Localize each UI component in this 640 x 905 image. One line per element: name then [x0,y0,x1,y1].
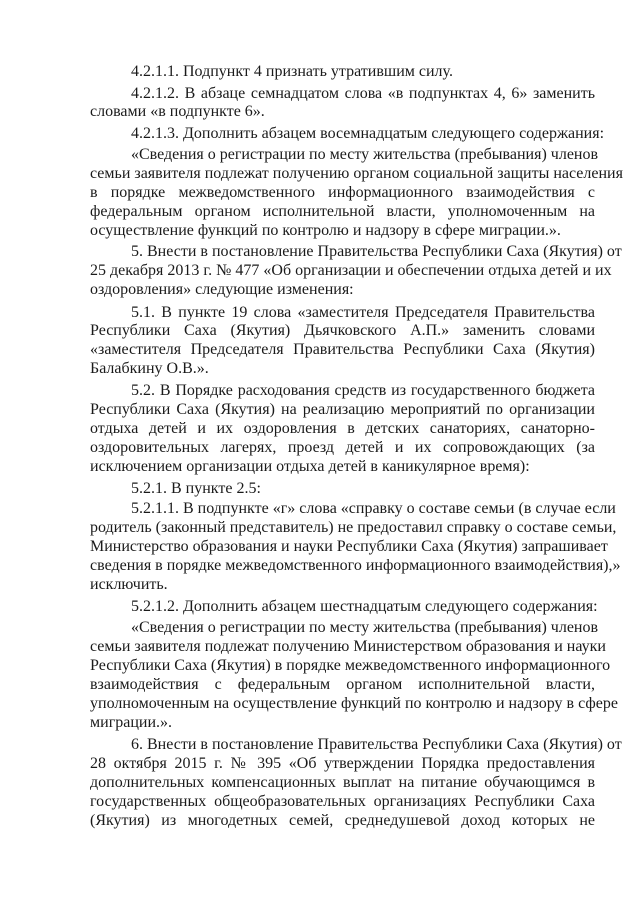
text-line: государственных общеобразовательных организациях Республики Саха [90,793,595,810]
text-line: 5.1. В пункте 19 слова «заместителя Председателя Правительства [131,304,595,321]
text-line: дополнительных компенсационных выплат на питание обучающимся в [90,774,595,791]
text-line: взаимодействия с федеральным органом исполнительной власти, [90,676,595,693]
text-line: исключить. [90,576,168,593]
text-line: сведения в порядке межведомственного информационного взаимодействия),» [90,557,621,574]
text-line: Министерство образования и науки Республики Саха (Якутия) запрашивает [90,538,608,555]
text-line: 25 декабря 2013 г. № 477 «Об организации и обеспечении отдыха детей и их [90,262,612,279]
text-line: отдыха детей и их оздоровления в детских санаториях, санаторно- [90,420,595,437]
text-line: семьи заявителя подлежат получению Министерством образования и науки [90,638,606,655]
text-line: исключением организации отдыха детей в каникулярное время): [90,458,530,475]
text-line: уполномоченным на осуществление функций по контролю и надзору в сфере [90,695,618,712]
text-line: 4.2.1.1. Подпункт 4 признать утратившим силу. [131,63,453,80]
text-line: Балабкину О.В.». [90,360,209,377]
text-line: 5.2.1.2. Дополнить абзацем шестнадцатым следующего содержания: [131,598,598,615]
text-line: оздоровления» следующие изменения: [90,281,354,298]
text-line: федеральным органом исполнительной власти, уполномоченным на [90,203,595,220]
text-line: 28 октября 2015 г. № 395 «Об утверждении Порядка предоставления [90,755,595,772]
text-line: родитель (законный представитель) не предоставил справку о составе семьи, [90,519,617,536]
text-line: 5.2. В Порядке расходования средств из государственного бюджета [131,382,595,399]
text-line: 6. Внести в постановление Правительства Республики Саха (Якутия) от [131,736,622,753]
text-line: «Сведения о регистрации по месту жительства (пребывания) членов [131,146,599,163]
text-line: оздоровительных лагерях, проезд детей и их сопровождающих (за [90,439,595,456]
text-line: «заместителя Председателя Правительства Республики Саха (Якутия) [90,341,595,358]
text-line: словами «в подпункте 6». [90,103,265,120]
text-line: Республики Саха (Якутия) на реализацию мероприятий по организации [90,401,595,418]
text-line: миграции.». [90,714,173,731]
text-line: 4.2.1.2. В абзаце семнадцатом слова «в подпунктах 4, 6» заменить [131,85,595,102]
text-line: Республики Саха (Якутия) в порядке межведомственного информационного [90,657,611,674]
text-line: семьи заявителя подлежат получению органом социальной защиты населения [90,165,623,182]
text-line: в порядке межведомственного информационного взаимодействия с [90,184,595,201]
text-line: (Якутия) из многодетных семей, среднедушевой доход которых не [90,812,595,829]
text-line: «Сведения о регистрации по месту жительства (пребывания) членов [131,619,599,636]
text-line: 5.2.1. В пункте 2.5: [131,480,261,497]
text-line: 4.2.1.3. Дополнить абзацем восемнадцатым следующего содержания: [131,125,605,142]
text-line: Республики Саха (Якутия) Дьячковского А.П.» заменить словами [90,322,595,339]
text-line: осуществление функций по контролю и надзору в сфере миграции.». [90,222,561,239]
text-line: 5. Внести в постановление Правительства Республики Саха (Якутия) от [131,243,622,260]
text-line: 5.2.1.1. В подпункте «г» слова «справку о составе семьи (в случае если [131,500,616,517]
